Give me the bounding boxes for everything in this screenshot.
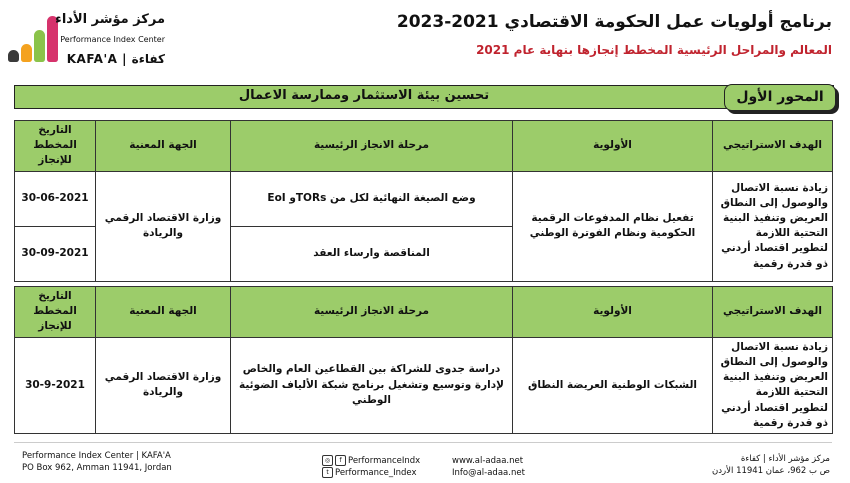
- footer-contact: [452, 455, 525, 479]
- logo-kafaa: KAFA'A | كفاءة: [66, 52, 165, 66]
- footer-address-en: [22, 450, 172, 474]
- logo-bars-icon: [8, 16, 56, 62]
- stage-cell: دراسة جدوى للشراكة بين القطاعين العام والخاص لإدارة وتوسيع وتشغيل برنامج شبكة الألياف الضوئية الوطني: [231, 337, 513, 433]
- facebook-icon: f: [335, 455, 346, 466]
- entity-cell: وزارة الاقتصاد الرقمي والريادة: [96, 337, 231, 433]
- goal-cell: زيادة نسبة الاتصال والوصول إلى النطاق العريض وتنفيذ البنية التحتية اللازمة لتطوير اقتصاد أردني ذو قدرة رقمية: [713, 171, 833, 281]
- header-stage: مرحلة الانجاز الرئيسية: [231, 121, 513, 172]
- footer-social: [322, 455, 420, 479]
- header-entity: الجهة المعنية: [96, 121, 231, 172]
- header-stage: مرحلة الانجاز الرئيسية: [231, 287, 513, 338]
- logo: [5, 8, 165, 70]
- axis-label: المحور الأول: [724, 84, 836, 111]
- entity-cell: وزارة الاقتصاد الرقمي والريادة: [96, 171, 231, 281]
- axis-bar: [14, 85, 834, 109]
- logo-english-name: Performance Index Center: [60, 35, 165, 44]
- header-date: التاريخ المخطط للإنجاز: [15, 287, 96, 338]
- header-priority: الأولوية: [513, 121, 713, 172]
- footer-org-en: Performance Index Center | KAFA'A: [22, 451, 171, 461]
- priority-cell: تفعيل نظام المدفوعات الرقمية الحكومية ونظام الفوترة الوطني: [513, 171, 713, 281]
- milestones-table-1: [14, 120, 833, 282]
- header-goal: الهدف الاستراتيجي: [713, 121, 833, 172]
- footer-org-ar: مركز مؤشر الأداء | كفاءة: [740, 454, 830, 464]
- social-handle-2[interactable]: Performance_Index: [335, 468, 417, 478]
- footer-address-ar: [712, 453, 830, 477]
- email-link[interactable]: Info@al-adaa.net: [452, 468, 525, 478]
- header-entity: الجهة المعنية: [96, 287, 231, 338]
- table-row: [15, 171, 833, 226]
- header-priority: الأولوية: [513, 287, 713, 338]
- page-subtitle: المعالم والمراحل الرئيسية المخطط إنجازها بنهاية عام 2021: [476, 43, 832, 57]
- header-goal: الهدف الاستراتيجي: [713, 287, 833, 338]
- axis-text: تحسين بيئة الاستثمار وممارسة الاعمال: [238, 88, 490, 103]
- goal-cell: زيادة نسبة الاتصال والوصول إلى النطاق العريض وتنفيذ البنية التحتية اللازمة لتطوير اقتصاد أردني ذو قدرة رقمية: [713, 337, 833, 433]
- page-title: برنامج أولويات عمل الحكومة الاقتصادي 2021-2023: [396, 12, 832, 32]
- footer-divider: [14, 442, 832, 443]
- website-link[interactable]: www.al-adaa.net: [452, 456, 524, 466]
- milestones-table-2: [14, 286, 833, 434]
- social-handle-1[interactable]: PerformanceIndx: [348, 456, 421, 466]
- twitter-icon: t: [322, 467, 333, 478]
- footer-pobox-en: PO Box 962, Amman 11941, Jordan: [22, 463, 172, 473]
- table-row: [15, 337, 833, 433]
- date-cell: 30-06-2021: [15, 171, 96, 226]
- date-cell: 30-09-2021: [15, 226, 96, 281]
- header-date: التاريخ المخطط للإنجاز: [15, 121, 96, 172]
- footer-pobox-ar: ص ب 962، عمان 11941 الأردن: [712, 466, 830, 476]
- priority-cell: الشبكات الوطنية العريضة النطاق: [513, 337, 713, 433]
- date-cell: 30-9-2021: [15, 337, 96, 433]
- stage-cell: المناقصة وارساء العقد: [231, 226, 513, 281]
- instagram-icon: ◎: [322, 455, 333, 466]
- stage-cell: وضع الصيغة النهائية لكل من TORsو EoI: [231, 171, 513, 226]
- logo-arabic-name: مركز مؤشر الأداء: [55, 12, 165, 27]
